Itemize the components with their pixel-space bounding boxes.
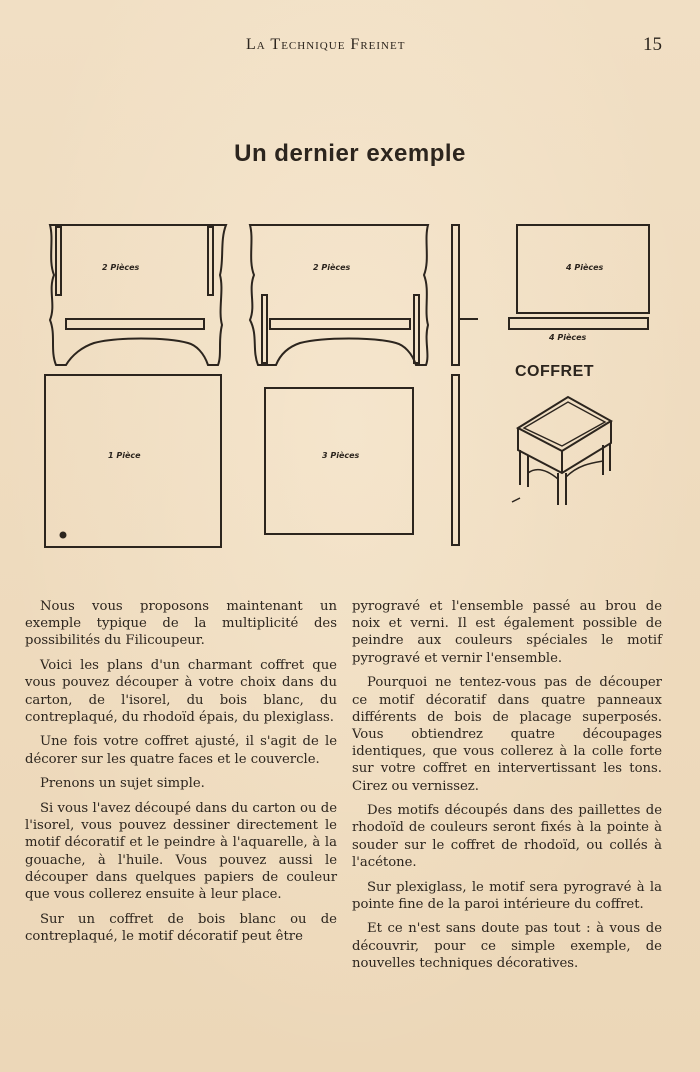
running-header <box>0 36 700 58</box>
label-side-a: 2 Pièces <box>102 263 140 272</box>
edge-piece-top <box>452 225 459 365</box>
paragraph: Pourquoi ne tentez-vous pas de découper ce motif décoratif dans quatre panneaux différents de bois de placage superposés. Vous obtiendrez quatre découpages identiques, que vous collerez à la colle forte sur votre coffret en intervertissant les tons. Cirez ou vernissez. <box>352 675 662 794</box>
base-piece <box>45 375 221 547</box>
paragraph: Si vous l'avez découpé dans du carton ou de l'isorel, vous pouvez dessiner directement le motif décoratif et le peindre à l'aquarelle, à la gouache, à l'huile. Vous pouvez aussi le découper dans quelques papiers de couleur que vous collerez ensuite à leur place. <box>25 801 337 903</box>
paragraph: Des motifs découpés dans des paillettes de rhodoïd de couleurs seront fixés à la pointe à souder sur le coffret de rhodoïd, ou collés à l'acétone. <box>352 803 662 870</box>
text-column-left <box>25 598 337 953</box>
label-lid: 4 Pièces <box>566 263 604 272</box>
page-title: Un dernier exemple <box>234 140 466 167</box>
square-piece <box>265 388 413 534</box>
plans-figure <box>36 215 666 560</box>
paragraph: pyrogravé et l'ensemble passé au brou de noix et verni. Il est également possible de peindre aux couleurs spéciales le motif pyrogravé et vernir l'ensemble. <box>352 599 662 666</box>
edge-piece-bottom <box>452 375 459 545</box>
label-lid-strips: 4 Pièces <box>549 333 587 342</box>
label-side-b: 2 Pièces <box>313 263 351 272</box>
coffret-sketch <box>512 397 611 505</box>
paragraph: Nous vous proposons maintenant un exemple typique de la multiplicité des possibilités du Filicoupeur. <box>25 599 337 649</box>
coffret-title: COFFRET <box>515 363 595 380</box>
paragraph: Prenons un sujet simple. <box>40 776 205 792</box>
paragraph: Et ce n'est sans doute pas tout : à vous de découvrir, pour ce simple exemple, de nouvelles techniques décoratives. <box>352 921 662 971</box>
paragraph: Sur plexiglass, le motif sera pyrogravé à la pointe fine de la paroi intérieure du coffret. <box>352 879 662 912</box>
running-title: La Technique Freinet <box>246 36 406 53</box>
side-piece-b <box>250 225 428 365</box>
text-column-right <box>352 598 662 980</box>
page-number: 15 <box>643 34 662 55</box>
label-base: 1 Pièce <box>108 451 141 460</box>
side-piece-a <box>50 225 226 365</box>
paragraph: Une fois votre coffret ajusté, il s'agit de le décorer sur les quatre faces et le couvercle. <box>25 734 337 767</box>
label-square: 3 Pièces <box>322 451 360 460</box>
paragraph: Voici les plans d'un charmant coffret que vous pouvez découper à votre choix dans du carton, de l'isorel, du bois blanc, du contreplaqué, du rhodoïd épais, du plexiglass. <box>25 658 337 725</box>
paragraph: Sur un coffret de bois blanc ou de contreplaqué, le motif décoratif peut être <box>25 911 337 944</box>
